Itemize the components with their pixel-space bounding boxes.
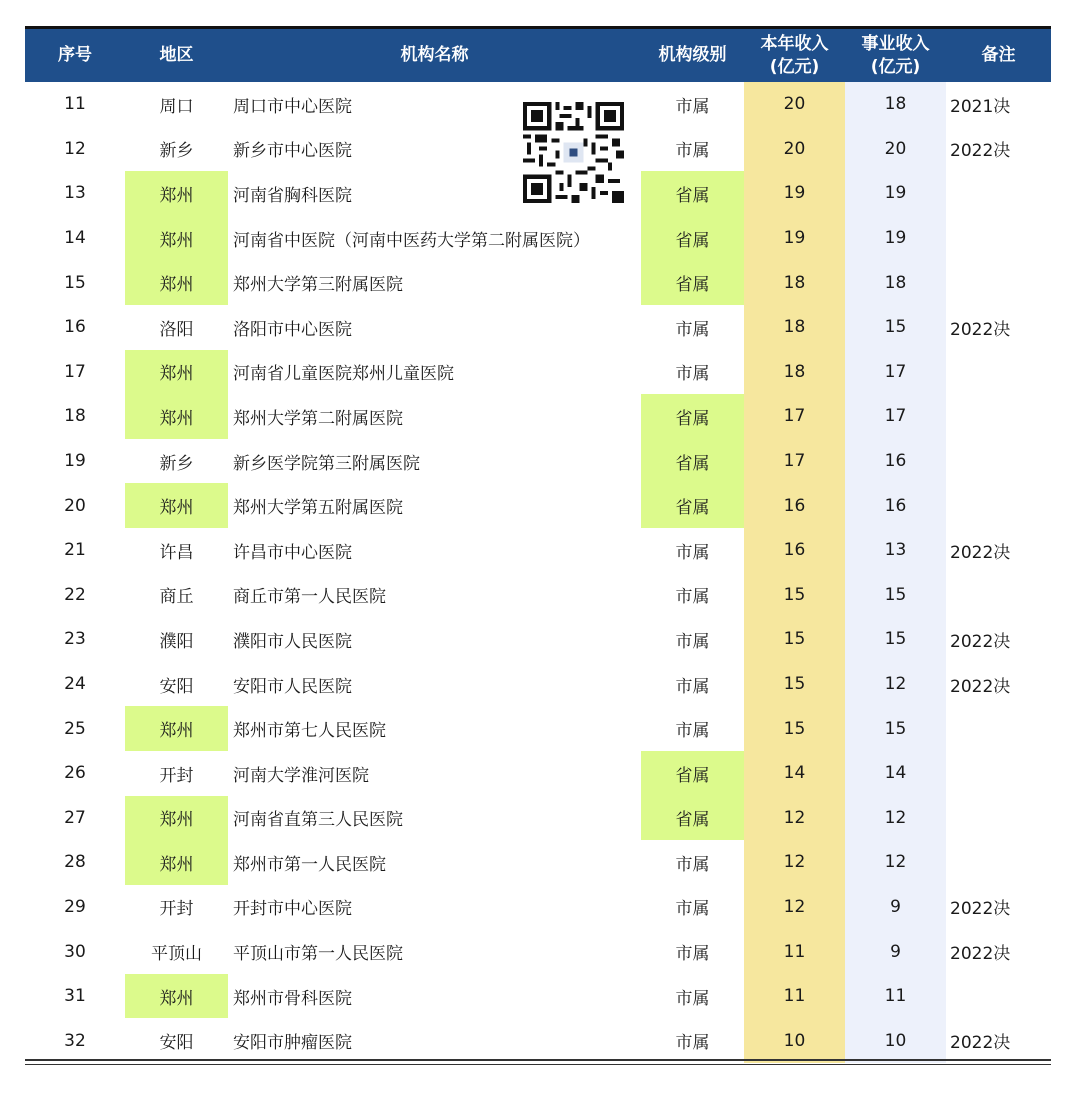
table-row (25, 796, 1051, 841)
cell-no: 12 (64, 138, 86, 159)
cell-institution: 河南大学淮河医院 (233, 765, 369, 786)
table-row (25, 617, 1051, 662)
header-row (25, 29, 1051, 82)
cell-note (946, 483, 1051, 528)
qr-code-icon (522, 102, 625, 203)
cell-career-income: 9 (845, 929, 946, 974)
cell-career-income: 10 (845, 1018, 946, 1063)
table-row (25, 305, 1051, 350)
cell-region: 郑州 (125, 840, 228, 885)
cell-income: 18 (744, 350, 845, 395)
cell-note (946, 439, 1051, 484)
cell-region: 郑州 (125, 706, 228, 751)
cell-institution: 周口市中心医院 (233, 96, 352, 117)
cell-income: 14 (744, 751, 845, 796)
header-career-line2: (亿元) (870, 56, 921, 77)
cell-no: 29 (64, 896, 86, 917)
cell-level: 市属 (675, 141, 710, 162)
cell-income: 18 (744, 305, 845, 350)
cell-institution: 河南省中医院（河南中医药大学第二附属医院） (233, 230, 590, 251)
cell-career-income: 20 (845, 127, 946, 172)
cell-note: 2022决 (950, 542, 1011, 563)
cell-income: 11 (744, 929, 845, 974)
cell-level: 省属 (641, 751, 744, 796)
cell-no: 31 (64, 986, 86, 1007)
cell-income: 18 (744, 260, 845, 305)
table-row (25, 573, 1051, 618)
cell-no: 25 (64, 718, 86, 739)
cell-career-income: 17 (845, 350, 946, 395)
cell-note (946, 796, 1051, 841)
table-row (25, 260, 1051, 305)
cell-region: 濮阳 (159, 631, 194, 652)
cell-income: 15 (744, 573, 845, 618)
cell-note (946, 974, 1051, 1019)
cell-no: 23 (64, 629, 86, 650)
cell-region: 开封 (159, 899, 194, 920)
table-row (25, 840, 1051, 885)
cell-career-income: 11 (845, 974, 946, 1019)
cell-note (946, 260, 1051, 305)
cell-note: 2022决 (950, 944, 1011, 965)
header-career-line1: 事业收入 (861, 33, 930, 54)
cell-institution: 商丘市第一人民医院 (233, 587, 386, 608)
table-row (25, 350, 1051, 395)
cell-institution: 郑州市第一人民医院 (233, 854, 386, 875)
cell-no: 30 (64, 941, 86, 962)
header-career (845, 29, 946, 82)
cell-level: 省属 (641, 483, 744, 528)
table-row (25, 216, 1051, 261)
header-name: 机构名称 (228, 29, 641, 82)
cell-region: 郑州 (125, 796, 228, 841)
header-income (744, 29, 845, 82)
cell-institution: 濮阳市人民医院 (233, 631, 352, 652)
table-row (25, 885, 1051, 930)
cell-region: 郑州 (125, 394, 228, 439)
cell-note: 2021决 (950, 96, 1011, 117)
cell-institution: 许昌市中心医院 (233, 542, 352, 563)
cell-level: 市属 (675, 899, 710, 920)
table-row (25, 706, 1051, 751)
cell-level: 省属 (641, 260, 744, 305)
cell-region: 郑州 (125, 216, 228, 261)
cell-institution: 郑州市骨科医院 (233, 988, 352, 1009)
cell-region: 郑州 (125, 974, 228, 1019)
cell-no: 24 (64, 674, 86, 695)
cell-income: 20 (744, 127, 845, 172)
cell-region: 商丘 (159, 587, 194, 608)
cell-level: 市属 (675, 988, 710, 1009)
cell-income: 20 (744, 82, 845, 127)
cell-institution: 河南省儿童医院郑州儿童医院 (233, 364, 454, 385)
cell-region: 郑州 (125, 483, 228, 528)
cell-career-income: 18 (845, 260, 946, 305)
table-row (25, 1018, 1051, 1063)
header-region: 地区 (125, 29, 228, 82)
cell-income: 12 (744, 796, 845, 841)
cell-level: 市属 (675, 587, 710, 608)
cell-career-income: 16 (845, 439, 946, 484)
cell-no: 16 (64, 317, 86, 338)
cell-level: 市属 (675, 319, 710, 340)
cell-no: 28 (64, 852, 86, 873)
cell-career-income: 17 (845, 394, 946, 439)
cell-career-income: 9 (845, 885, 946, 930)
cell-note: 2022决 (950, 631, 1011, 652)
cell-career-income: 15 (845, 305, 946, 350)
cell-career-income: 13 (845, 528, 946, 573)
cell-no: 20 (64, 495, 86, 516)
table-row (25, 751, 1051, 796)
table-row (25, 974, 1051, 1019)
cell-level: 市属 (675, 944, 710, 965)
cell-institution: 郑州市第七人民医院 (233, 721, 386, 742)
cell-region: 安阳 (159, 1033, 194, 1054)
cell-career-income: 12 (845, 796, 946, 841)
cell-level: 市属 (675, 1033, 710, 1054)
cell-income: 15 (744, 706, 845, 751)
cell-note (946, 751, 1051, 796)
header-note: 备注 (946, 29, 1051, 82)
cell-note (946, 216, 1051, 261)
cell-no: 22 (64, 584, 86, 605)
cell-no: 32 (64, 1030, 86, 1051)
cell-income: 15 (744, 617, 845, 662)
cell-region: 新乡 (159, 141, 194, 162)
cell-no: 13 (64, 183, 86, 204)
cell-career-income: 19 (845, 171, 946, 216)
cell-level: 市属 (675, 542, 710, 563)
cell-income: 11 (744, 974, 845, 1019)
cell-no: 15 (64, 272, 86, 293)
cell-note (946, 840, 1051, 885)
table-row (25, 439, 1051, 484)
cell-institution: 开封市中心医院 (233, 899, 352, 920)
table-row (25, 394, 1051, 439)
cell-income: 19 (744, 171, 845, 216)
cell-no: 11 (64, 94, 86, 115)
header-level: 机构级别 (641, 29, 744, 82)
header-income-line2: (亿元) (769, 56, 820, 77)
cell-note (946, 706, 1051, 751)
cell-level: 市属 (675, 631, 710, 652)
cell-career-income: 19 (845, 216, 946, 261)
cell-institution: 郑州大学第三附属医院 (233, 275, 403, 296)
cell-institution: 郑州大学第二附属医院 (233, 408, 403, 429)
cell-level: 市属 (675, 676, 710, 697)
bottom-rule-thin (25, 1064, 1051, 1065)
cell-career-income: 15 (845, 617, 946, 662)
qr-code (522, 102, 625, 203)
cell-institution: 河南省胸科医院 (233, 185, 352, 206)
cell-institution: 安阳市肿瘤医院 (233, 1033, 352, 1054)
cell-income: 17 (744, 394, 845, 439)
cell-no: 27 (64, 807, 86, 828)
cell-no: 21 (64, 540, 86, 561)
table-body (25, 82, 1051, 1063)
cell-income: 12 (744, 885, 845, 930)
cell-region: 郑州 (125, 260, 228, 305)
cell-region: 许昌 (159, 542, 194, 563)
cell-level: 市属 (675, 721, 710, 742)
cell-level: 省属 (641, 796, 744, 841)
cell-no: 26 (64, 763, 86, 784)
cell-no: 17 (64, 361, 86, 382)
cell-income: 17 (744, 439, 845, 484)
cell-level: 市属 (675, 96, 710, 117)
cell-no: 19 (64, 451, 86, 472)
cell-institution: 郑州大学第五附属医院 (233, 498, 403, 519)
cell-no: 18 (64, 406, 86, 427)
cell-career-income: 15 (845, 573, 946, 618)
cell-institution: 安阳市人民医院 (233, 676, 352, 697)
cell-note: 2022决 (950, 319, 1011, 340)
header-income-line1: 本年收入 (760, 33, 829, 54)
cell-level: 省属 (641, 439, 744, 484)
cell-note (946, 394, 1051, 439)
cell-region: 平顶山 (151, 944, 202, 965)
cell-income: 10 (744, 1018, 845, 1063)
cell-income: 15 (744, 662, 845, 707)
cell-institution: 新乡医学院第三附属医院 (233, 453, 420, 474)
cell-region: 周口 (159, 96, 194, 117)
cell-institution: 洛阳市中心医院 (233, 319, 352, 340)
cell-career-income: 12 (845, 662, 946, 707)
cell-region: 安阳 (159, 676, 194, 697)
cell-career-income: 18 (845, 82, 946, 127)
cell-income: 19 (744, 216, 845, 261)
cell-institution: 新乡市中心医院 (233, 141, 352, 162)
cell-institution: 平顶山市第一人民医院 (233, 944, 403, 965)
cell-level: 市属 (675, 854, 710, 875)
cell-region: 郑州 (125, 350, 228, 395)
cell-note: 2022决 (950, 676, 1011, 697)
table-row (25, 662, 1051, 707)
cell-level: 省属 (641, 216, 744, 261)
cell-note (946, 350, 1051, 395)
cell-note: 2022决 (950, 899, 1011, 920)
cell-region: 新乡 (159, 453, 194, 474)
table-row (25, 929, 1051, 974)
cell-institution: 河南省直第三人民医院 (233, 810, 403, 831)
cell-career-income: 12 (845, 840, 946, 885)
cell-level: 省属 (641, 394, 744, 439)
cell-level: 省属 (641, 171, 744, 216)
cell-note (946, 171, 1051, 216)
cell-income: 12 (744, 840, 845, 885)
cell-note: 2022决 (950, 141, 1011, 162)
cell-region: 开封 (159, 765, 194, 786)
cell-level: 市属 (675, 364, 710, 385)
cell-career-income: 16 (845, 483, 946, 528)
cell-note: 2022决 (950, 1033, 1011, 1054)
cell-income: 16 (744, 483, 845, 528)
header-no: 序号 (25, 29, 125, 82)
table-row (25, 528, 1051, 573)
cell-note (946, 573, 1051, 618)
cell-region: 洛阳 (159, 319, 194, 340)
cell-no: 14 (64, 228, 86, 249)
bottom-rule (25, 1059, 1051, 1061)
table-row (25, 483, 1051, 528)
cell-income: 16 (744, 528, 845, 573)
cell-career-income: 15 (845, 706, 946, 751)
cell-career-income: 14 (845, 751, 946, 796)
cell-region: 郑州 (125, 171, 228, 216)
